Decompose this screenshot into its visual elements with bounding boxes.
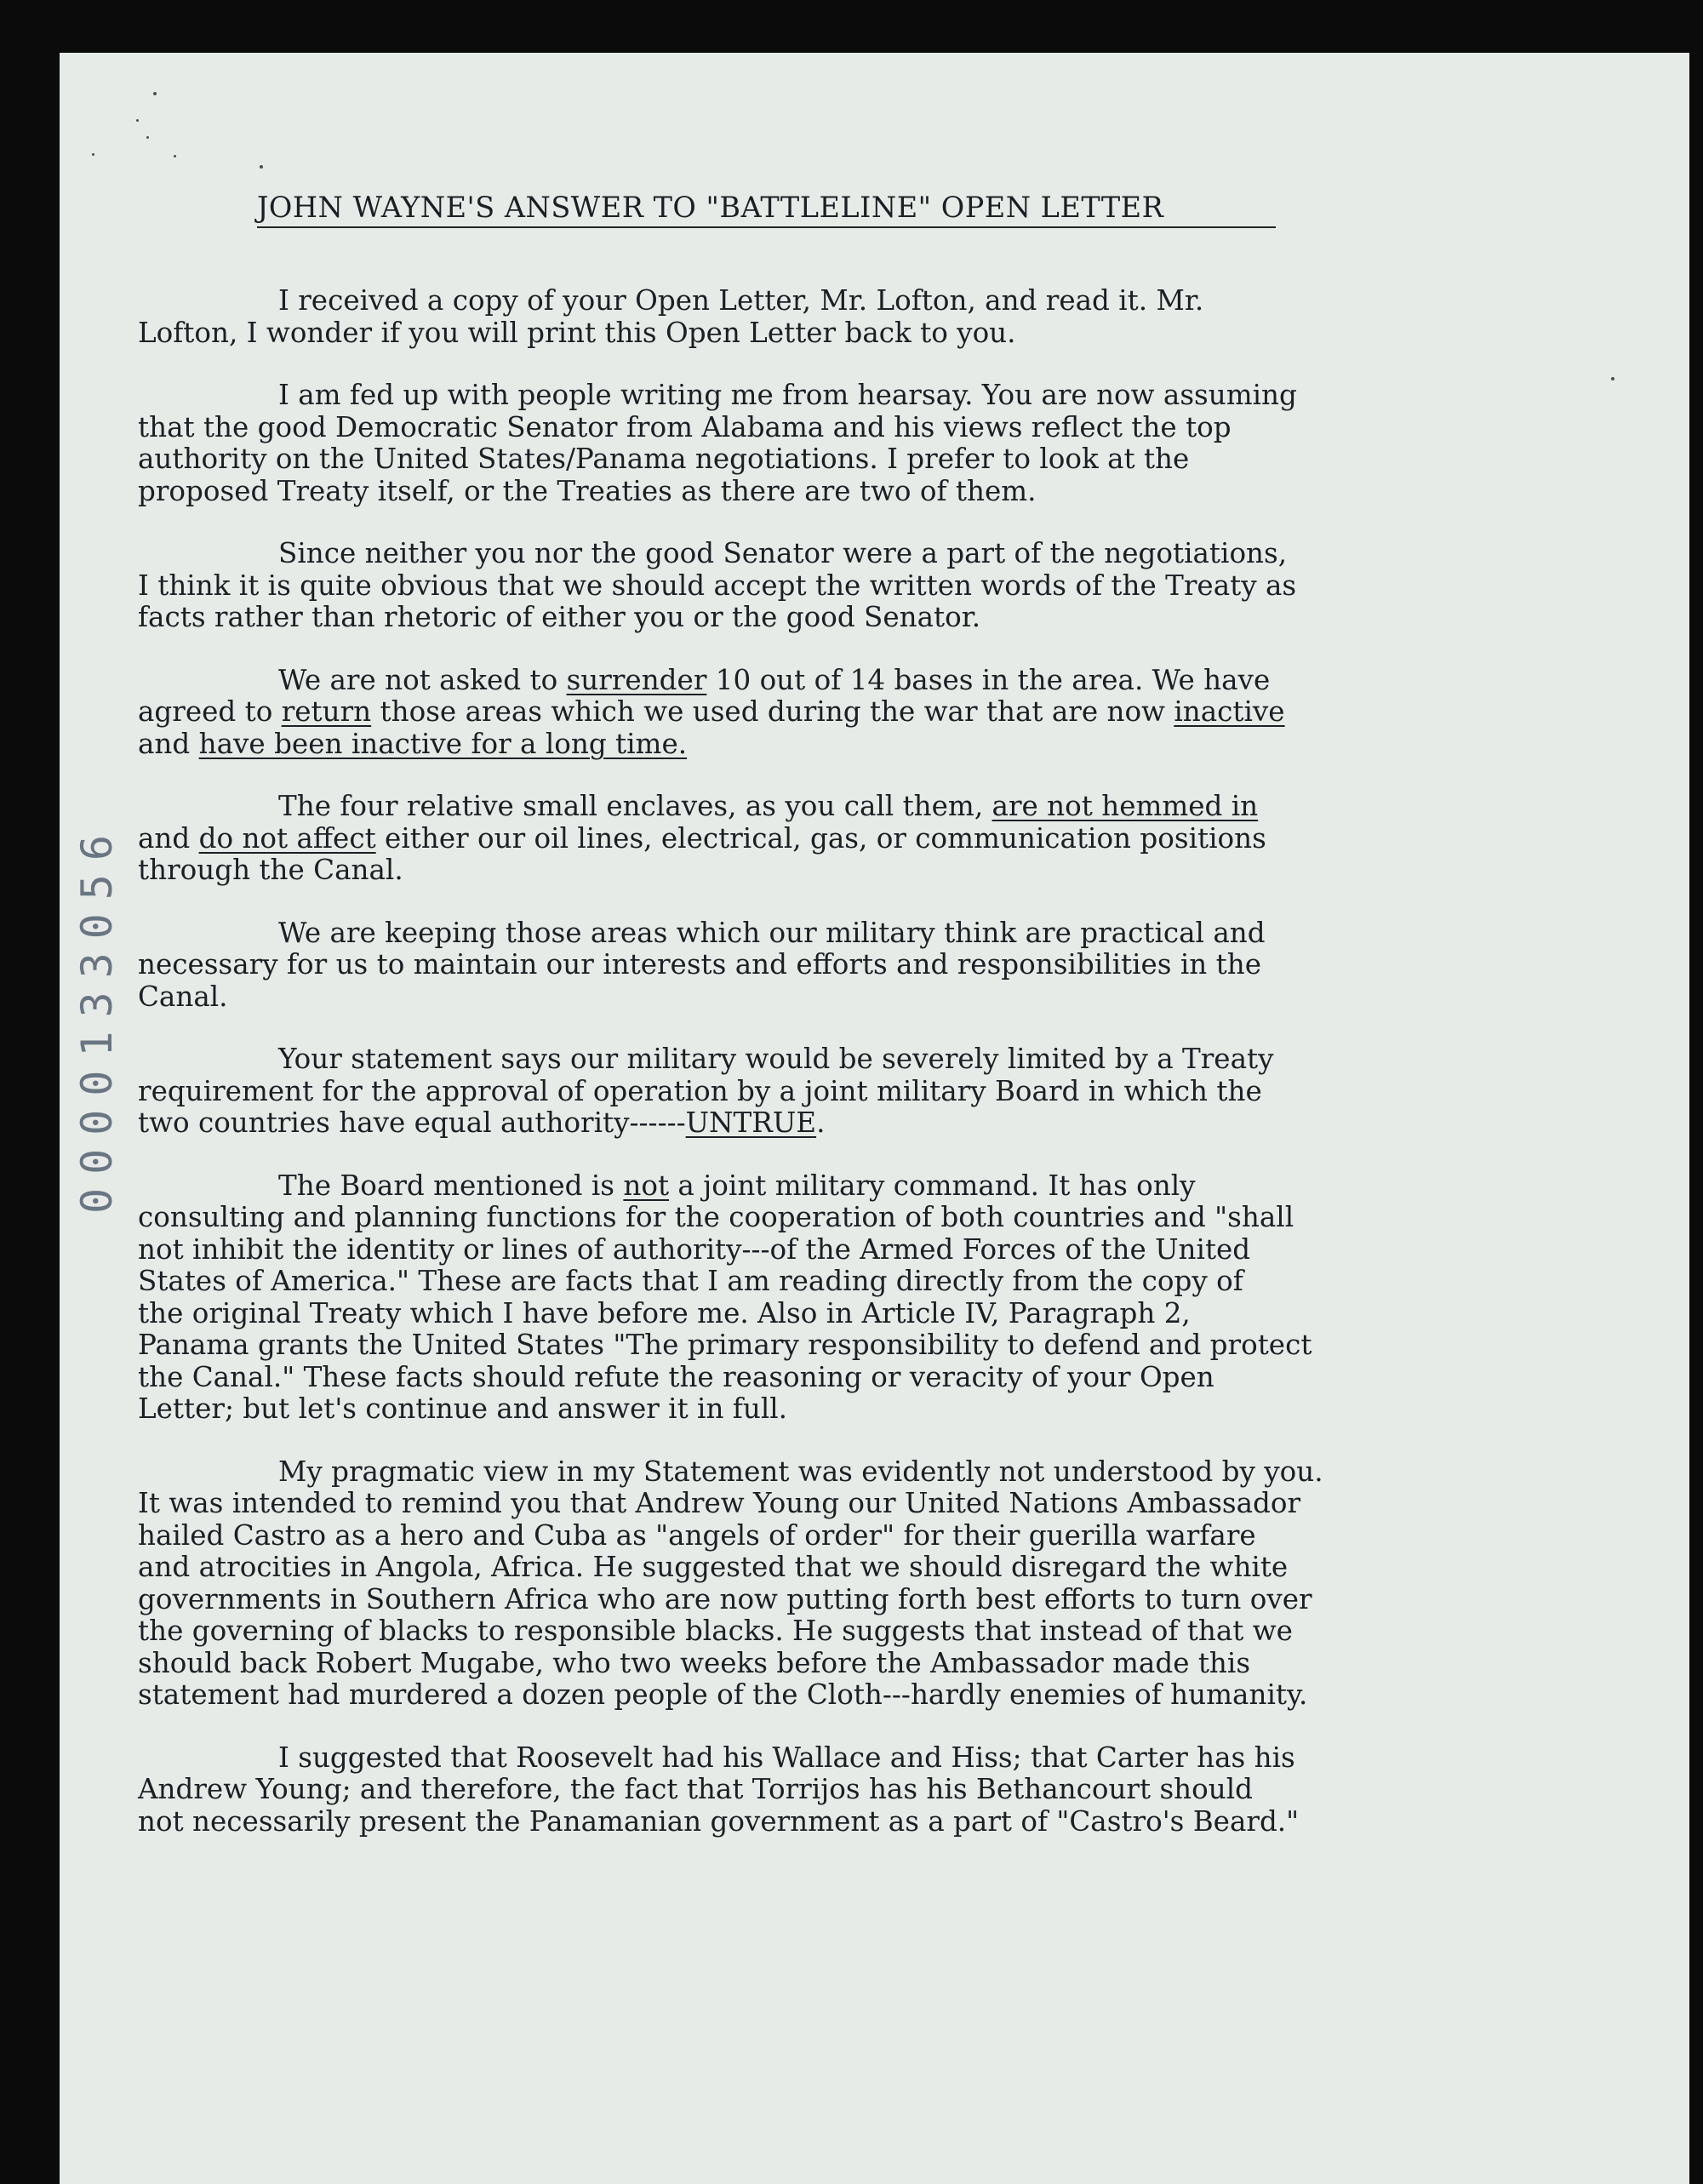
line-text: .	[816, 1106, 826, 1139]
paragraph-line	[138, 918, 1534, 950]
document-title: JOHN WAYNE'S ANSWER TO "BATTLELINE" OPEN LETTER	[257, 192, 1276, 228]
document-control-stamp: 0000133056	[72, 821, 122, 1215]
line-text: The four relative small enclaves, as you call them,	[278, 790, 992, 822]
line-text: facts rather than rhetoric of either you or the good Senator.	[138, 601, 981, 633]
line-text: Letter; but let's continue and answer it in full.	[138, 1392, 788, 1425]
line-text: the original Treaty which I have before me. Also in Article IV, Paragraph 2,	[138, 1296, 1191, 1329]
paragraph-line	[138, 1584, 1534, 1616]
line-text: and atrocities in Angola, Africa. He suggested that we should disregard the white	[138, 1551, 1289, 1583]
paragraph-line	[138, 1615, 1534, 1648]
paragraph-line	[138, 602, 1534, 634]
line-text: two countries have equal authority------	[138, 1106, 686, 1139]
paragraph-line	[138, 317, 1534, 350]
scan-speck	[174, 155, 176, 157]
paragraph-line	[138, 1107, 1534, 1140]
line-text: and	[138, 821, 199, 855]
paragraph-line	[138, 855, 1534, 887]
paragraph-line	[138, 1234, 1534, 1266]
line-text: Andrew Young; and therefore, the fact that Torrijos has his Bethancourt should	[138, 1773, 1254, 1805]
paragraph-line	[138, 1488, 1534, 1520]
line-text: the Canal." These facts should refute the reasoning or veracity of your Open	[138, 1360, 1214, 1393]
line-text: through the Canal.	[138, 854, 403, 886]
line-text: I received a copy of your Open Letter, Mr. Lofton, and read it. Mr.	[278, 284, 1204, 317]
paragraph-line	[138, 1393, 1534, 1426]
paragraph-line	[138, 380, 1534, 412]
paragraph-line	[138, 1362, 1534, 1394]
line-text: We are keeping those areas which our military think are practical and	[278, 916, 1266, 949]
paragraph-line	[138, 285, 1534, 317]
paragraph-line	[138, 476, 1534, 508]
paragraph-line	[138, 1742, 1534, 1775]
paragraph-line	[138, 791, 1534, 823]
line-text: that the good Democratic Senator from Alabama and his views reflect the top	[138, 410, 1232, 443]
line-text: proposed Treaty itself, or the Treaties as there are two of them.	[138, 474, 1037, 507]
line-text: Canal.	[138, 980, 228, 1013]
paragraph-7	[138, 1043, 1534, 1140]
paragraph-line	[138, 412, 1534, 444]
scan-speck	[260, 165, 263, 169]
line-text: It was intended to remind you that Andrew Young our United Nations Ambassador	[138, 1487, 1301, 1519]
line-text: States of America." These are facts that I am reading directly from the copy of	[138, 1265, 1243, 1297]
paragraph-line	[138, 570, 1534, 603]
paragraph-line	[138, 1202, 1534, 1234]
underlined-text: are not hemmed in	[992, 790, 1259, 822]
paragraph-line	[138, 1806, 1534, 1838]
line-text: agreed to	[138, 695, 282, 728]
line-text: not inhibit the identity or lines of authority---of the Armed Forces of the United	[138, 1232, 1251, 1266]
line-text: a joint military command. It has only	[669, 1169, 1196, 1202]
paragraph-line	[138, 1170, 1534, 1203]
paragraph-line	[138, 1774, 1534, 1806]
underlined-text: surrender	[566, 663, 707, 696]
underlined-text: have been inactive for a long time.	[198, 727, 688, 760]
line-text: Panama grants the United States "The primary responsibility to defend and protect	[138, 1329, 1312, 1361]
line-text: statement had murdered a dozen people of the Cloth---hardly enemies of humanity.	[138, 1678, 1308, 1711]
paragraph-line	[138, 665, 1534, 697]
paragraph-line	[138, 1076, 1534, 1108]
letter-body	[138, 285, 1534, 1868]
paragraph-line	[138, 981, 1534, 1014]
paragraph-5	[138, 791, 1534, 887]
underlined-text: do not affect	[198, 821, 376, 855]
scan-speck	[92, 153, 94, 156]
line-text: those areas which we used during the war that are now	[371, 695, 1174, 728]
paragraph-10	[138, 1742, 1534, 1838]
line-text: 10 out of 14 bases in the area. We have	[706, 663, 1271, 696]
line-text: authority on the United States/Panama negotiations. I prefer to look at the	[138, 443, 1190, 475]
underlined-text: return	[281, 695, 372, 728]
underlined-text: not	[623, 1169, 670, 1202]
line-text: requirement for the approval of operation by a joint military Board in which the	[138, 1074, 1262, 1107]
line-text: governments in Southern Africa who are now putting forth best efforts to turn over	[138, 1582, 1312, 1615]
paragraph-3	[138, 538, 1534, 634]
scan-speck	[136, 119, 139, 122]
line-text: consulting and planning functions for the cooperation of both countries and "shall	[138, 1201, 1294, 1233]
paragraph-line	[138, 1552, 1534, 1584]
paragraph-line	[138, 1520, 1534, 1552]
paragraph-9	[138, 1456, 1534, 1712]
scan-speck	[1611, 377, 1614, 380]
line-text: either our oil lines, electrical, gas, or communication positions	[375, 821, 1266, 855]
paragraph-line	[138, 1329, 1534, 1362]
paragraph-4	[138, 665, 1534, 761]
paragraph-line	[138, 1679, 1534, 1712]
paragraph-2	[138, 380, 1534, 507]
scan-speck	[153, 92, 157, 95]
paragraph-line	[138, 729, 1534, 761]
scan-speck	[146, 136, 149, 139]
paragraph-line	[138, 949, 1534, 981]
paragraph-line	[138, 1456, 1534, 1489]
paragraph-line	[138, 443, 1534, 476]
line-text: necessary for us to maintain our interests and efforts and responsibilities in the	[138, 948, 1261, 981]
line-text: Your statement says our military would be severely limited by a Treaty	[278, 1043, 1274, 1075]
paragraph-line	[138, 696, 1534, 729]
paragraph-1	[138, 285, 1534, 349]
line-text: I think it is quite obvious that we should accept the written words of the Treaty as	[138, 569, 1297, 602]
line-text: My pragmatic view in my Statement was evidently not understood by you.	[278, 1455, 1323, 1488]
line-text: Lofton, I wonder if you will print this Open Letter back to you.	[138, 316, 1016, 349]
line-text: should back Robert Mugabe, who two weeks before the Ambassador made this	[138, 1646, 1251, 1679]
line-text: We are not asked to	[278, 663, 567, 696]
line-text: I am fed up with people writing me from hearsay. You are now assuming	[278, 379, 1297, 411]
paragraph-line	[138, 823, 1534, 855]
paragraph-line	[138, 1266, 1534, 1298]
line-text: the governing of blacks to responsible blacks. He suggests that instead of that we	[138, 1615, 1293, 1647]
paragraph-8	[138, 1170, 1534, 1426]
underlined-text: inactive	[1174, 695, 1285, 728]
paragraph-6	[138, 918, 1534, 1014]
paragraph-line	[138, 1298, 1534, 1330]
line-text: I suggested that Roosevelt had his Wallace and Hiss; that Carter has his	[278, 1741, 1295, 1774]
line-text: and	[138, 727, 199, 760]
underlined-text: UNTRUE	[685, 1106, 817, 1139]
line-text: Since neither you nor the good Senator were a part of the negotiations,	[278, 537, 1288, 569]
line-text: not necessarily present the Panamanian government as a part of "Castro's Beard."	[138, 1804, 1300, 1838]
paragraph-line	[138, 1043, 1534, 1076]
paragraph-line	[138, 538, 1534, 570]
line-text: hailed Castro as a hero and Cuba as "angels of order" for their guerilla warfare	[138, 1518, 1256, 1552]
line-text: The Board mentioned is	[278, 1169, 624, 1202]
paragraph-line	[138, 1648, 1534, 1680]
